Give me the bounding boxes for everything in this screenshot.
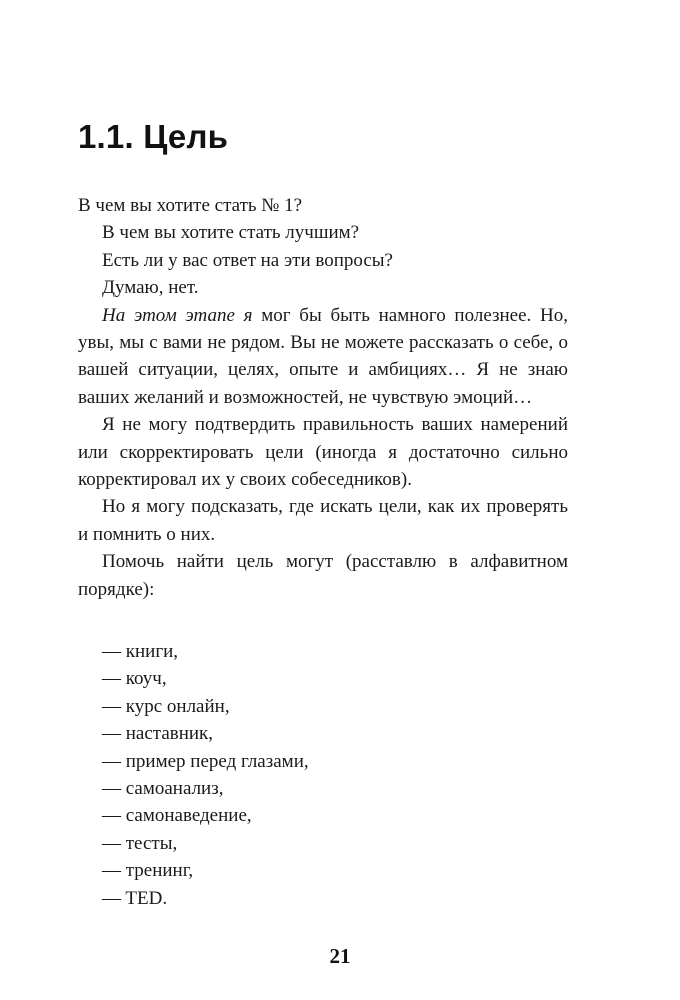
list-item: — пример перед глазами, xyxy=(102,750,309,772)
paragraph: В чем вы хотите стать № 1? xyxy=(78,195,303,216)
paragraph: Но я могу подсказать, где искать цели, как их проверять и помнить о них. xyxy=(78,496,568,545)
list-item: — наставник, xyxy=(102,723,214,745)
paragraph: Помочь найти цель могут (расставлю в алфавитном порядке): xyxy=(78,551,568,600)
chapter-heading: 1.1. Цель xyxy=(78,118,229,155)
list-item: — коуч, xyxy=(102,668,167,690)
list-item: — тесты, xyxy=(102,832,178,854)
goal-sources-list xyxy=(102,638,309,912)
paragraph: В чем вы хотите стать лучшим? xyxy=(102,222,360,244)
paragraph xyxy=(78,302,568,412)
paragraph: Есть ли у вас ответ на эти вопросы? xyxy=(102,249,393,271)
paragraph: Думаю, нет. xyxy=(102,277,199,299)
list-item: — курс онлайн, xyxy=(102,695,230,717)
list-item: — самоанализ, xyxy=(102,778,224,800)
list-item: — TED. xyxy=(102,887,168,909)
list-item: — самонаведение, xyxy=(102,805,252,827)
page-number: 21 xyxy=(329,944,351,968)
italic-phrase: На этом этапе я xyxy=(102,304,253,326)
paragraph: Я не могу подтвердить правильность ваших намерений или скорректировать цели (иногда я достаточно сильно корректировал их у своих собеседников). xyxy=(78,414,568,491)
list-item: — книги, xyxy=(102,641,179,662)
list-item: — тренинг, xyxy=(102,860,194,882)
body-text xyxy=(78,192,568,603)
paragraph-text: мог бы быть намного полезнее. Но, увы, мы с вами не рядом. Вы не можете рассказать о себе, о вашей ситуации, целях, опыте и амбициях… Я не знаю ваших желаний и возможностей, не чувствую эмоций… xyxy=(78,304,568,408)
